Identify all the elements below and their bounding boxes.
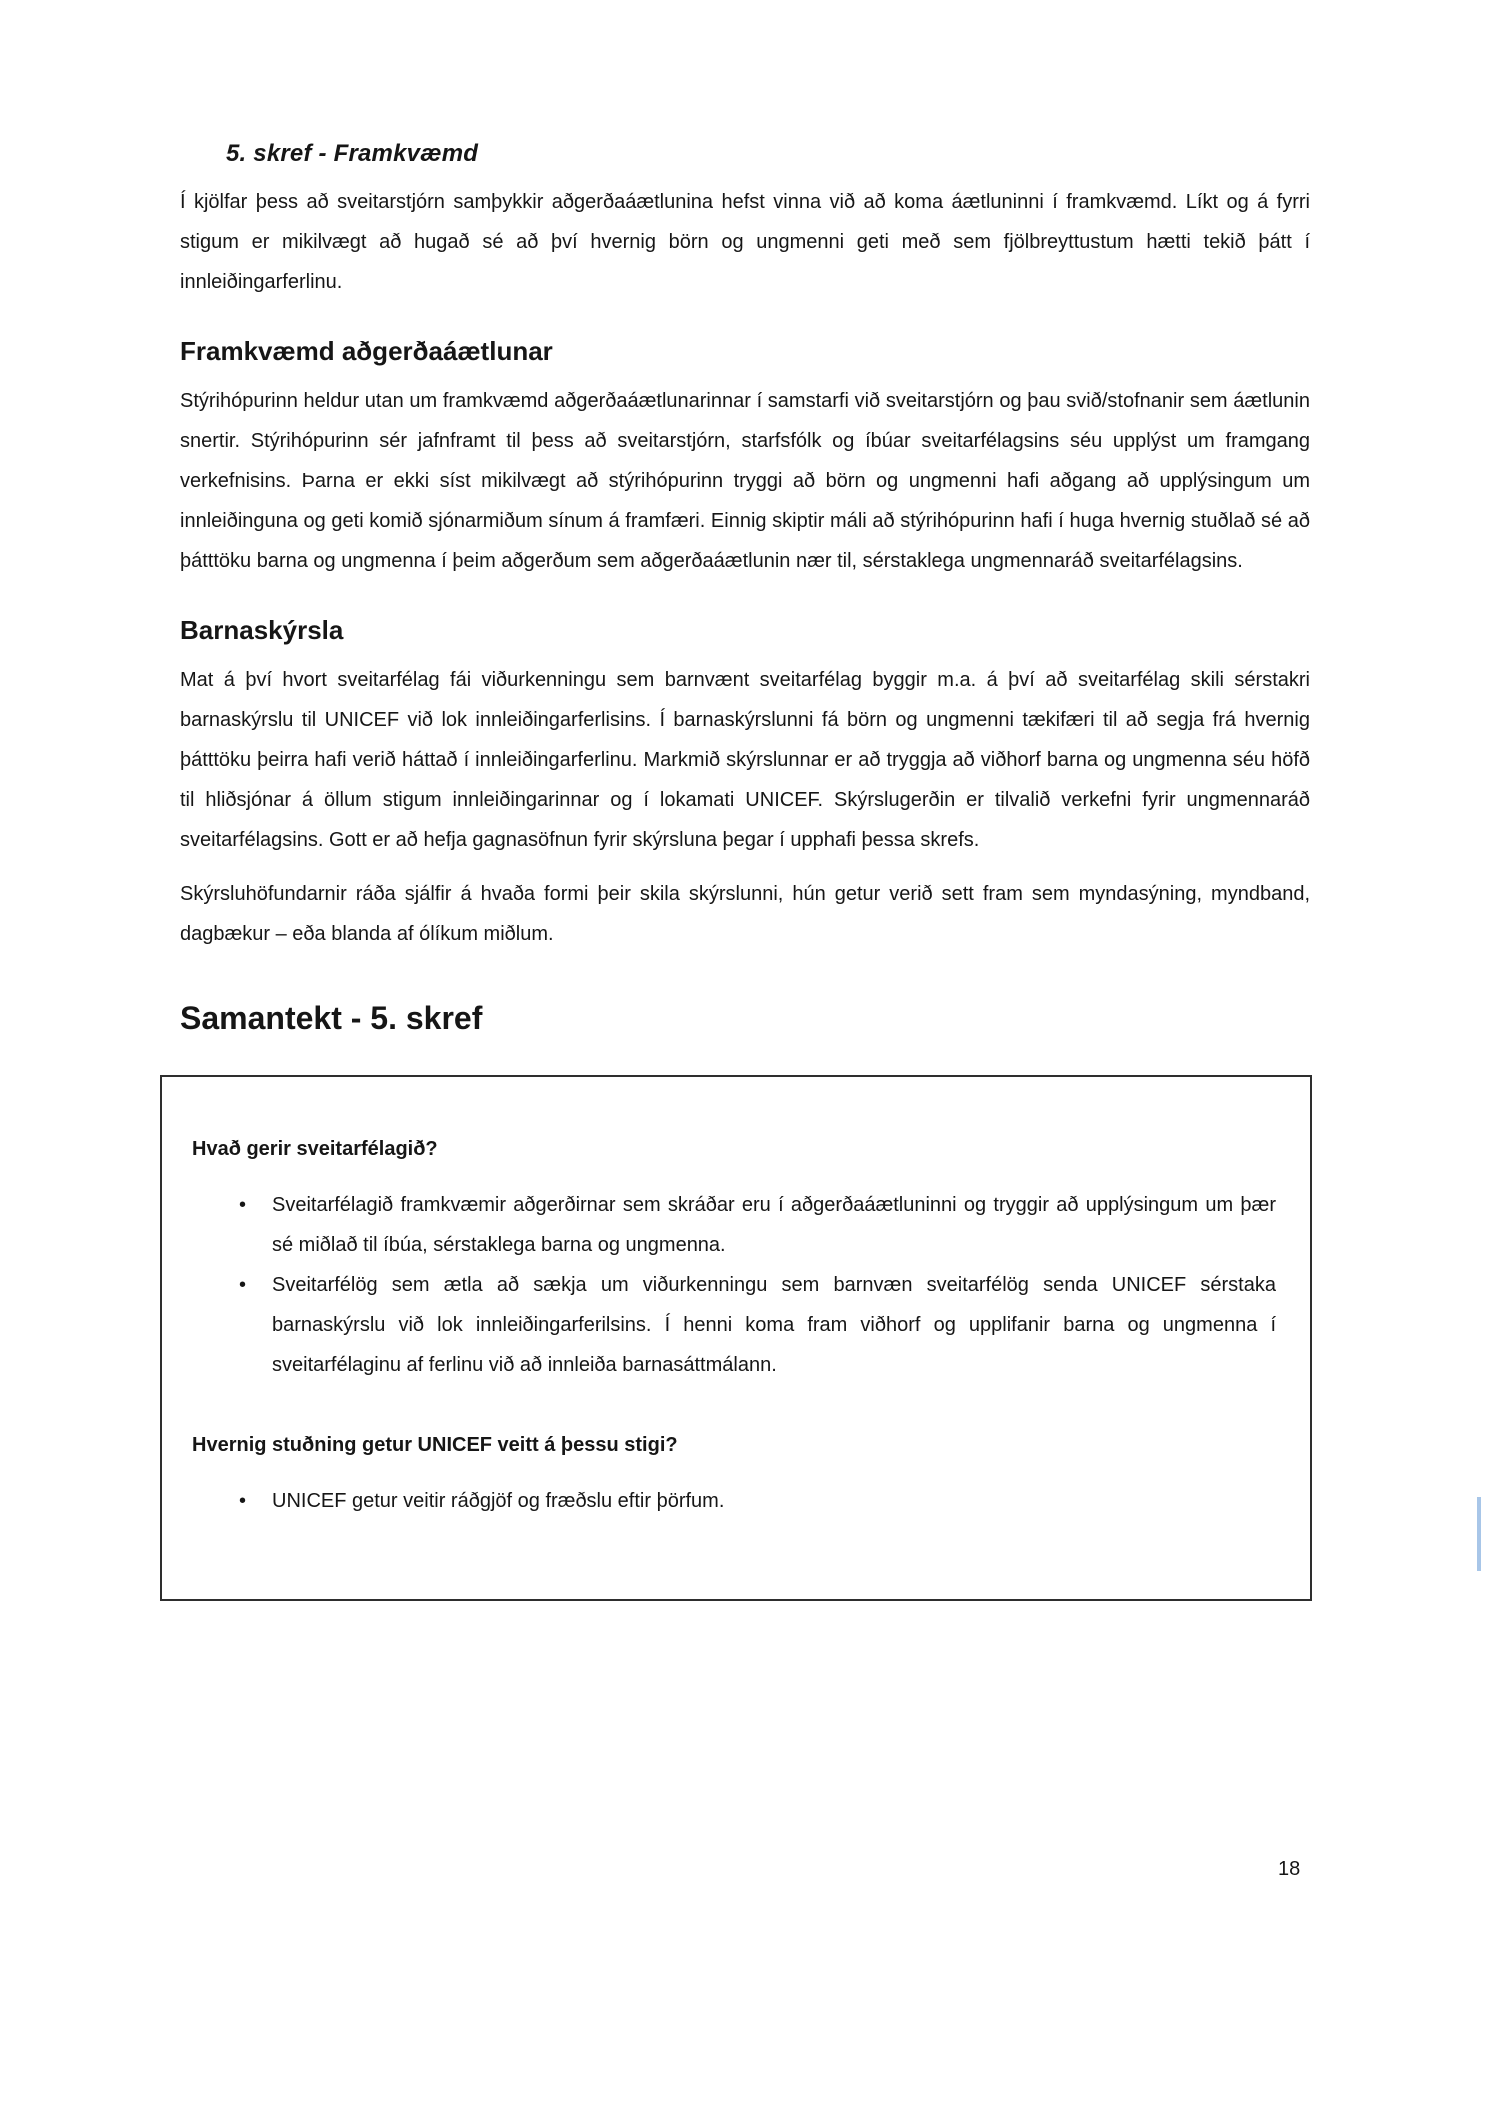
step-title: 5. skref - Framkvæmd xyxy=(226,140,479,167)
bullet-icon: • xyxy=(239,1490,247,1512)
summary-question-1: Hvað gerir sveitarfélagið? xyxy=(192,1138,438,1160)
bullet-icon: • xyxy=(239,1194,247,1216)
summary-bullet-list-1 xyxy=(239,1185,1276,1385)
list-item xyxy=(239,1265,1276,1385)
intro-paragraph: Í kjölfar þess að sveitarstjórn samþykkir aðgerðaáætlunina hefst vinna við að koma áætluninni í framkvæmd. Líkt og á fyrri stigum er mikilvægt að hugað sé að því hvernig börn og ungmenni geti með sem fjölbreyttustum hætti tekið þátt í innleiðingarferlinu. xyxy=(180,191,1310,293)
summary-question-2: Hvernig stuðning getur UNICEF veitt á þessu stigi? xyxy=(192,1434,678,1456)
bullet-icon: • xyxy=(239,1274,247,1296)
section-heading-framkvaemd: Framkvæmd aðgerðaáætlunar xyxy=(180,336,553,366)
summary-box xyxy=(160,1075,1312,1601)
list-item xyxy=(239,1185,1276,1265)
list-item-text: Sveitarfélagið framkvæmir aðgerðirnar sem skráðar eru í aðgerðaáætluninni og tryggir að upplýsingum um þær sé miðlað til íbúa, sérstaklega barna og ungmenna. xyxy=(272,1194,1276,1256)
framkvaemd-paragraph: Stýrihópurinn heldur utan um framkvæmd aðgerðaáætlunarinnar í samstarfi við sveitarstjórn og þau svið/stofnanir sem áætlunin snertir. Stýrihópurinn sér jafnframt til þess að sveitarstjórn, starfsfólk og íbúar sveitarfélagsins séu upplýst um framgang verkefnisins. Þarna er ekki síst mikilvægt að stýrihópurinn tryggi að börn og ungmenni hafi aðgang að upplýsingum um innleiðinguna og geti komið sjónarmiðum sínum á framfæri. Einnig skiptir máli að stýrihópurinn hafi í huga hvernig stuðlað sé að þátttöku barna og ungmenna í þeim aðgerðum sem aðgerðaáætlunin nær til, sérstaklega ungmennaráð sveitarfélagsins. xyxy=(180,390,1310,572)
page-number: 18 xyxy=(1278,1858,1301,1880)
list-item-text: Sveitarfélög sem ætla að sækja um viðurkenningu sem barnvæn sveitarfélög senda UNICEF sérstaka barnaskýrslu við lok innleiðingarferilsins. Í henni koma fram viðhorf og upplifanir barna og ungmenna í sveitarfélaginu af ferlinu við að innleiða barnasáttmálann. xyxy=(272,1274,1276,1376)
summary-heading: Samantekt - 5. skref xyxy=(180,1000,483,1036)
summary-bullet-list-2 xyxy=(239,1481,1276,1521)
right-edge-mark xyxy=(1477,1497,1481,1571)
list-item-text: UNICEF getur veitir ráðgjöf og fræðslu eftir þörfum. xyxy=(272,1490,725,1512)
barnaskyrsla-paragraph-1: Mat á því hvort sveitarfélag fái viðurkenningu sem barnvænt sveitarfélag byggir m.a. á því að sveitarfélag skili sérstakri barnaskýrslu til UNICEF við lok innleiðingarferlisins. Í barnaskýrslunni fá börn og ungmenni tækifæri til að segja frá hvernig þátttöku þeirra hafi verið háttað í innleiðingarferlinu. Markmið skýrslunnar er að tryggja að viðhorf barna og ungmenna séu höfð til hliðsjónar á öllum stigum innleiðingarinnar og í lokamati UNICEF. Skýrslugerðin er tilvalið verkefni fyrir ungmennaráð sveitarfélagsins. Gott er að hefja gagnasöfnun fyrir skýrsluna þegar í upphafi þessa skrefs. xyxy=(180,669,1310,851)
barnaskyrsla-paragraph-2: Skýrsluhöfundarnir ráða sjálfir á hvaða formi þeir skila skýrslunni, hún getur verið sett fram sem myndasýning, myndband, dagbækur – eða blanda af ólíkum miðlum. xyxy=(180,883,1310,945)
list-item xyxy=(239,1481,1276,1521)
section-heading-barnaskyrsla: Barnaskýrsla xyxy=(180,615,344,645)
